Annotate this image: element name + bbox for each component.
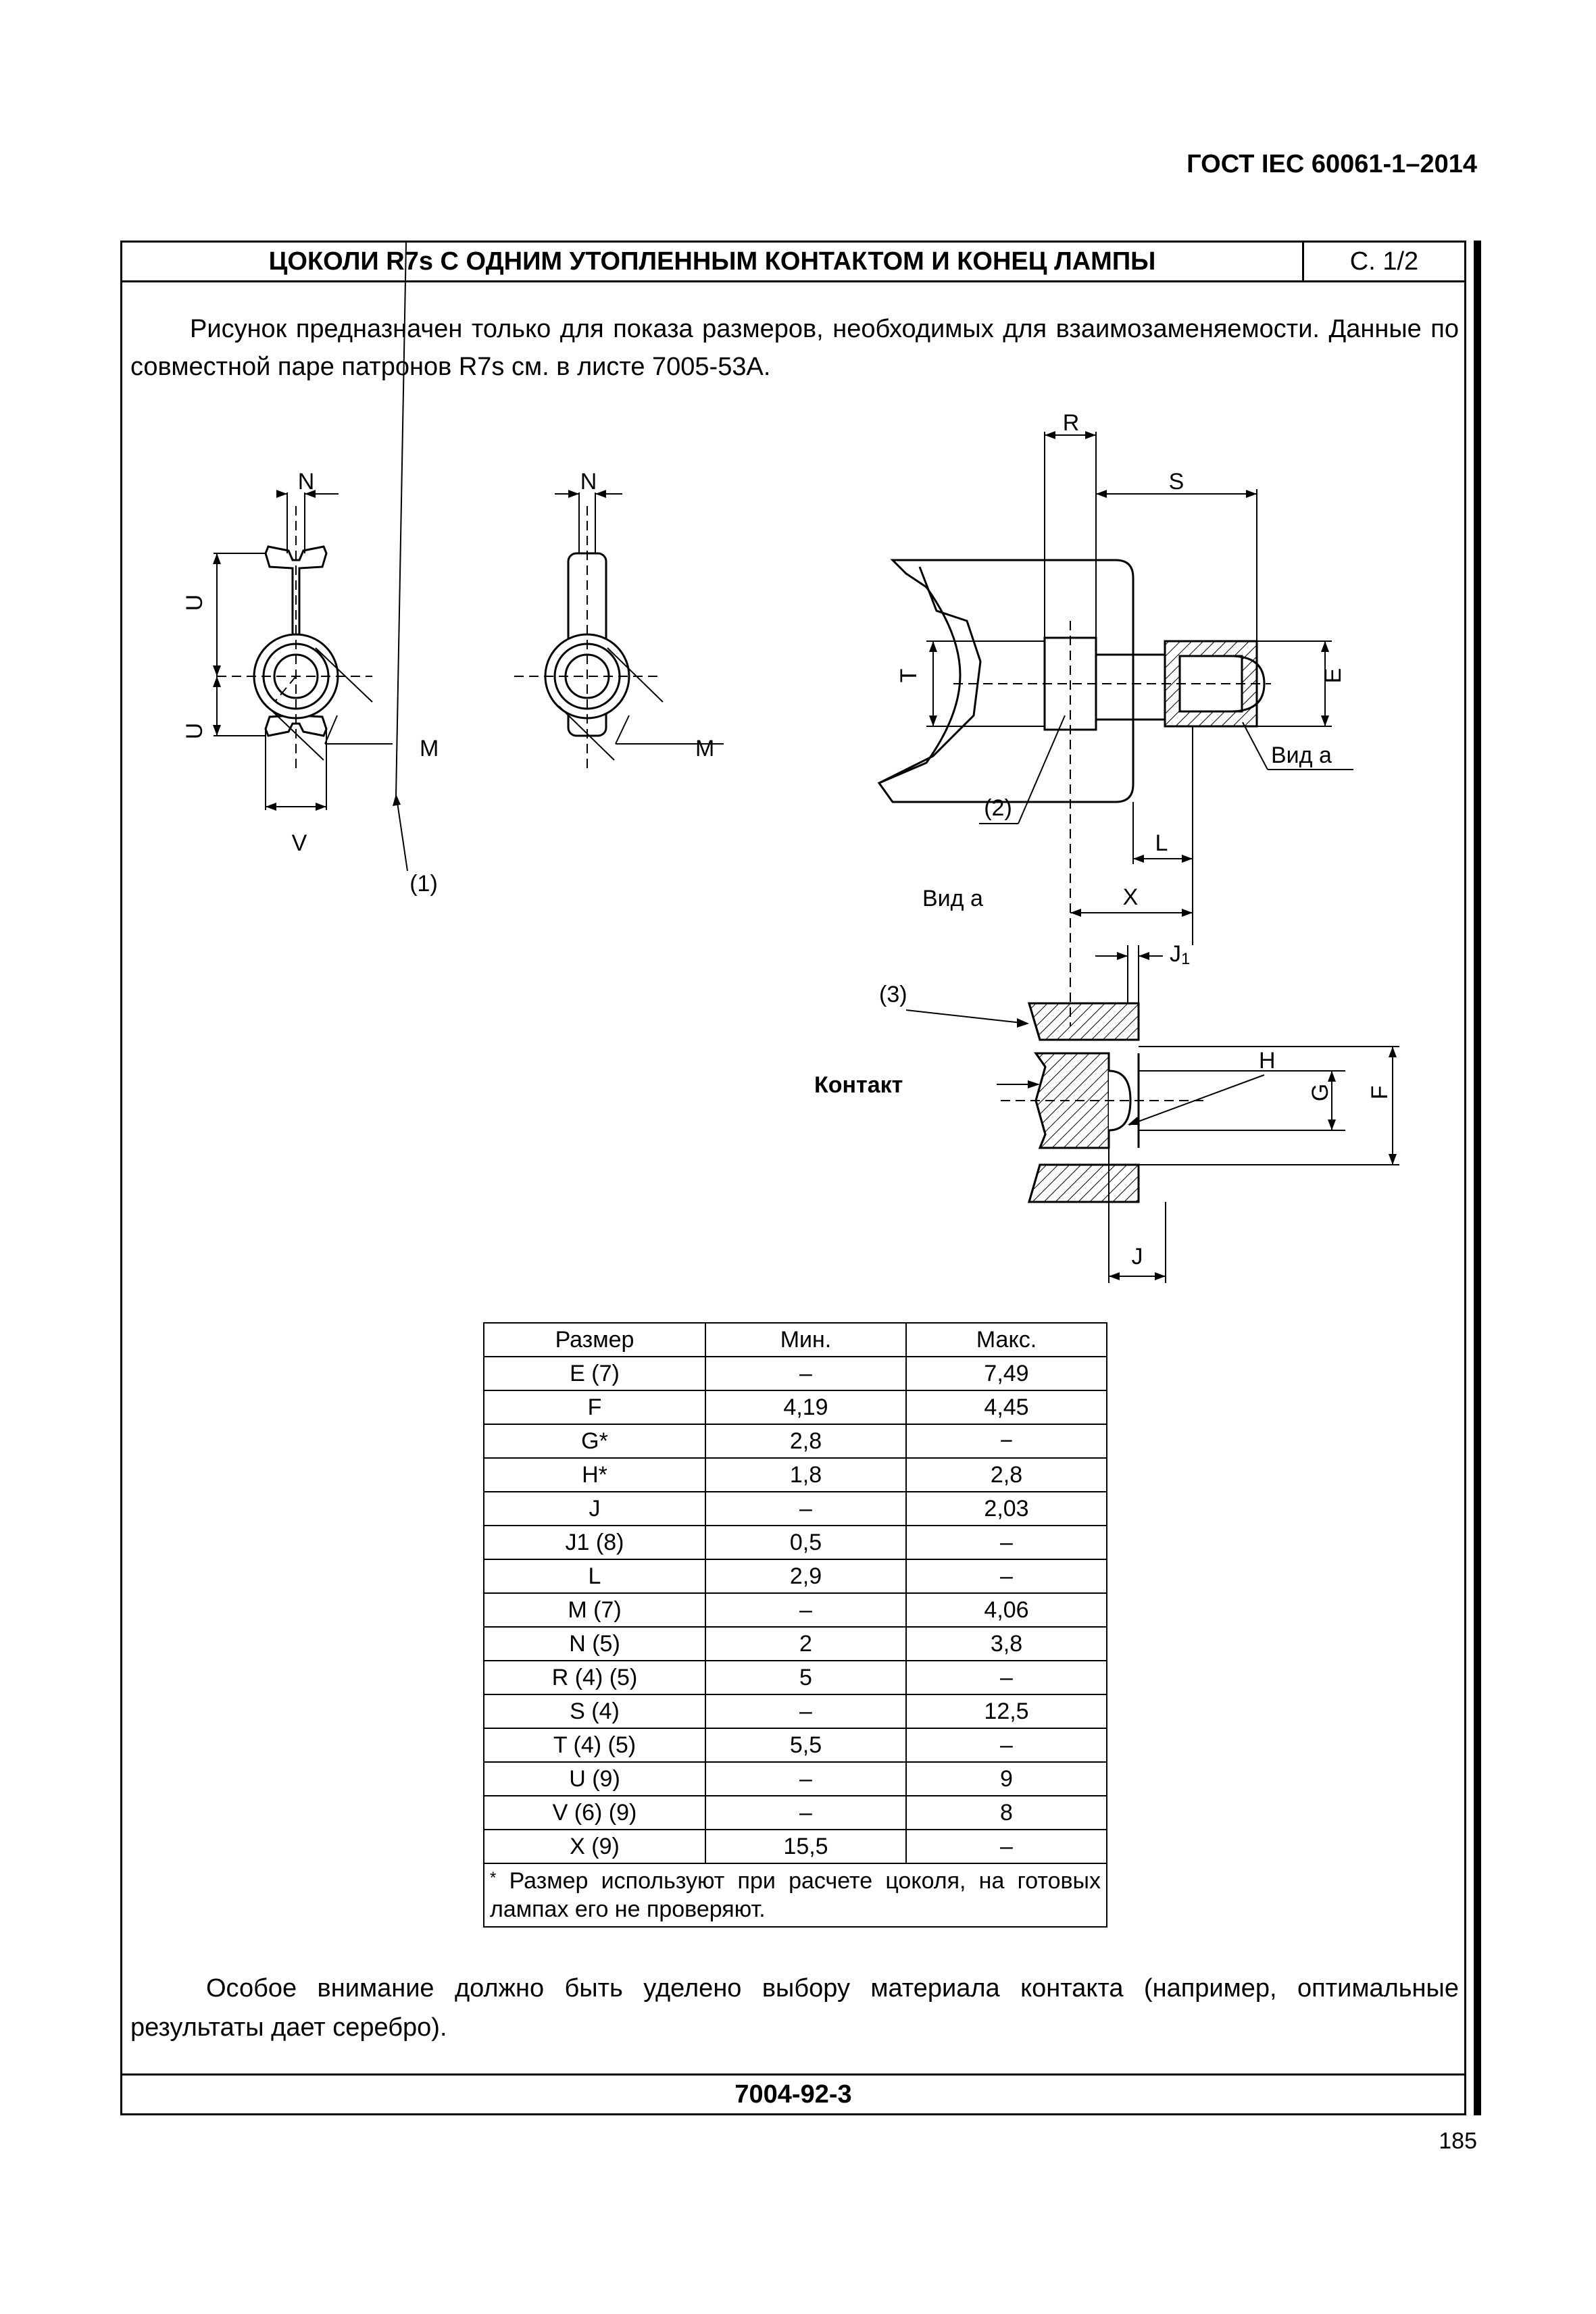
- cell-size: E (7): [484, 1357, 705, 1390]
- table-row: [484, 1796, 1107, 1830]
- cell-max: –: [906, 1661, 1107, 1694]
- cell-min: 0,5: [705, 1526, 906, 1559]
- table-row: [484, 1458, 1107, 1492]
- cell-min: 15,5: [705, 1830, 906, 1863]
- cell-size: F: [484, 1390, 705, 1424]
- label-t: T: [896, 668, 922, 683]
- cell-max: 2,8: [906, 1458, 1107, 1492]
- cell-max: 3,8: [906, 1627, 1107, 1661]
- intro-paragraph: Рисунок предназначен только для показа размеров, необходимых для взаимозаменяемости. Данные по совместной паре патронов R7s см. в листе 7005-53A.: [130, 315, 1459, 381]
- label-g: G: [1307, 1083, 1333, 1102]
- label-n-2: N: [580, 469, 597, 495]
- lamp-end-side-view: [879, 431, 1353, 1026]
- page-number: 185: [1439, 2128, 1477, 2154]
- cell-size: J1 (8): [484, 1526, 705, 1559]
- cell-size: R (4) (5): [484, 1661, 705, 1694]
- table-row: [484, 1424, 1107, 1458]
- table-row: [484, 1728, 1107, 1762]
- label-contact: Контакт: [814, 1072, 903, 1098]
- table-row: [484, 1627, 1107, 1661]
- closing-paragraph: Особое внимание должно быть уделено выбору материала контакта (например, оптимальные результаты дает серебро).: [130, 1974, 1459, 2042]
- cell-min: 2: [705, 1627, 906, 1661]
- cell-max: 12,5: [906, 1694, 1107, 1728]
- contact-detail-view: [906, 945, 1399, 1283]
- cell-size: U (9): [484, 1762, 705, 1796]
- label-m-1: M: [420, 736, 439, 761]
- label-x: X: [1122, 884, 1139, 910]
- cell-max: –: [906, 1830, 1107, 1863]
- cell-size: T (4) (5): [484, 1728, 705, 1762]
- frame-thick-bar: [1474, 241, 1481, 2115]
- cell-min: 4,19: [705, 1390, 906, 1424]
- cell-max: 4,45: [906, 1390, 1107, 1424]
- footnote-mark: *: [490, 1869, 497, 1887]
- table-footnote: [484, 1863, 1107, 1927]
- label-v: V: [291, 830, 307, 856]
- table-footnote-row: [484, 1863, 1107, 1927]
- label-u-1: U: [182, 594, 207, 611]
- label-h: H: [1259, 1048, 1276, 1074]
- col-header-max: Макс.: [906, 1323, 1107, 1357]
- cell-max: 8: [906, 1796, 1107, 1830]
- note-1-label: (1): [409, 871, 438, 897]
- cell-size: S (4): [484, 1694, 705, 1728]
- table-row: [484, 1492, 1107, 1526]
- cell-max: –: [906, 1526, 1107, 1559]
- table-row: [484, 1390, 1107, 1424]
- cell-max: −: [906, 1424, 1107, 1458]
- table-row: [484, 1762, 1107, 1796]
- note-2-label: (2): [984, 795, 1012, 821]
- cell-max: –: [906, 1559, 1107, 1593]
- sheet-title: ЦОКОЛИ R7s С ОДНИМ УТОПЛЕННЫМ КОНТАКТОМ И КОНЕЦ ЛАМПЫ: [268, 247, 1156, 276]
- table-row: [484, 1526, 1107, 1559]
- label-view-a-right: Вид а: [1271, 743, 1332, 768]
- label-e: E: [1320, 668, 1346, 684]
- cell-size: M (7): [484, 1593, 705, 1627]
- label-j: J: [1131, 1244, 1143, 1269]
- label-m-2: M: [695, 736, 715, 761]
- technical-drawing: [122, 243, 1464, 1297]
- cell-min: 5,5: [705, 1728, 906, 1762]
- cell-max: –: [906, 1728, 1107, 1762]
- table-row: [484, 1357, 1107, 1390]
- label-view-a: Вид а: [922, 886, 983, 911]
- cell-size: N (5): [484, 1627, 705, 1661]
- cell-min: –: [705, 1694, 906, 1728]
- sheet-page: С. 1/2: [1349, 247, 1419, 276]
- cell-size: H*: [484, 1458, 705, 1492]
- table-header-row: [484, 1323, 1107, 1357]
- base-flanged-view: [213, 243, 407, 871]
- standard-code: ГОСТ IEC 60061-1–2014: [1187, 150, 1477, 178]
- cell-min: 2,8: [705, 1424, 906, 1458]
- cell-size: L: [484, 1559, 705, 1593]
- cell-min: 5: [705, 1661, 906, 1694]
- table-row: [484, 1694, 1107, 1728]
- cell-min: –: [705, 1492, 906, 1526]
- label-n-1: N: [297, 469, 315, 495]
- cell-min: –: [705, 1593, 906, 1627]
- cell-max: 7,49: [906, 1357, 1107, 1390]
- sheet-frame: [120, 241, 1466, 2115]
- cell-min: –: [705, 1762, 906, 1796]
- cell-size: G*: [484, 1424, 705, 1458]
- cell-size: J: [484, 1492, 705, 1526]
- cell-min: 1,8: [705, 1458, 906, 1492]
- table-row: [484, 1661, 1107, 1694]
- label-s: S: [1168, 469, 1184, 495]
- cell-min: 2,9: [705, 1559, 906, 1593]
- cell-max: 2,03: [906, 1492, 1107, 1526]
- cell-max: 9: [906, 1762, 1107, 1796]
- cell-size: V (6) (9): [484, 1796, 705, 1830]
- cell-max: 4,06: [906, 1593, 1107, 1627]
- base-plain-view: [514, 490, 724, 770]
- label-f: F: [1367, 1085, 1393, 1100]
- dimensions-table: [483, 1322, 1107, 1928]
- footnote-text: Размер используют при расчете цоколя, на готовых лампах его не проверяют.: [490, 1868, 1101, 1922]
- cell-min: –: [705, 1796, 906, 1830]
- sheet-code: 7004-92-3: [122, 2073, 1464, 2113]
- note-3-label: (3): [879, 982, 907, 1007]
- table-row: [484, 1593, 1107, 1627]
- cell-min: –: [705, 1357, 906, 1390]
- label-u-2: U: [182, 722, 207, 740]
- table-row: [484, 1830, 1107, 1863]
- label-r: R: [1062, 410, 1080, 436]
- cell-size: X (9): [484, 1830, 705, 1863]
- col-header-size: Размер: [484, 1323, 705, 1357]
- label-j1: J1: [1170, 941, 1191, 968]
- label-l: L: [1155, 830, 1168, 856]
- table-row: [484, 1559, 1107, 1593]
- col-header-min: Мин.: [705, 1323, 906, 1357]
